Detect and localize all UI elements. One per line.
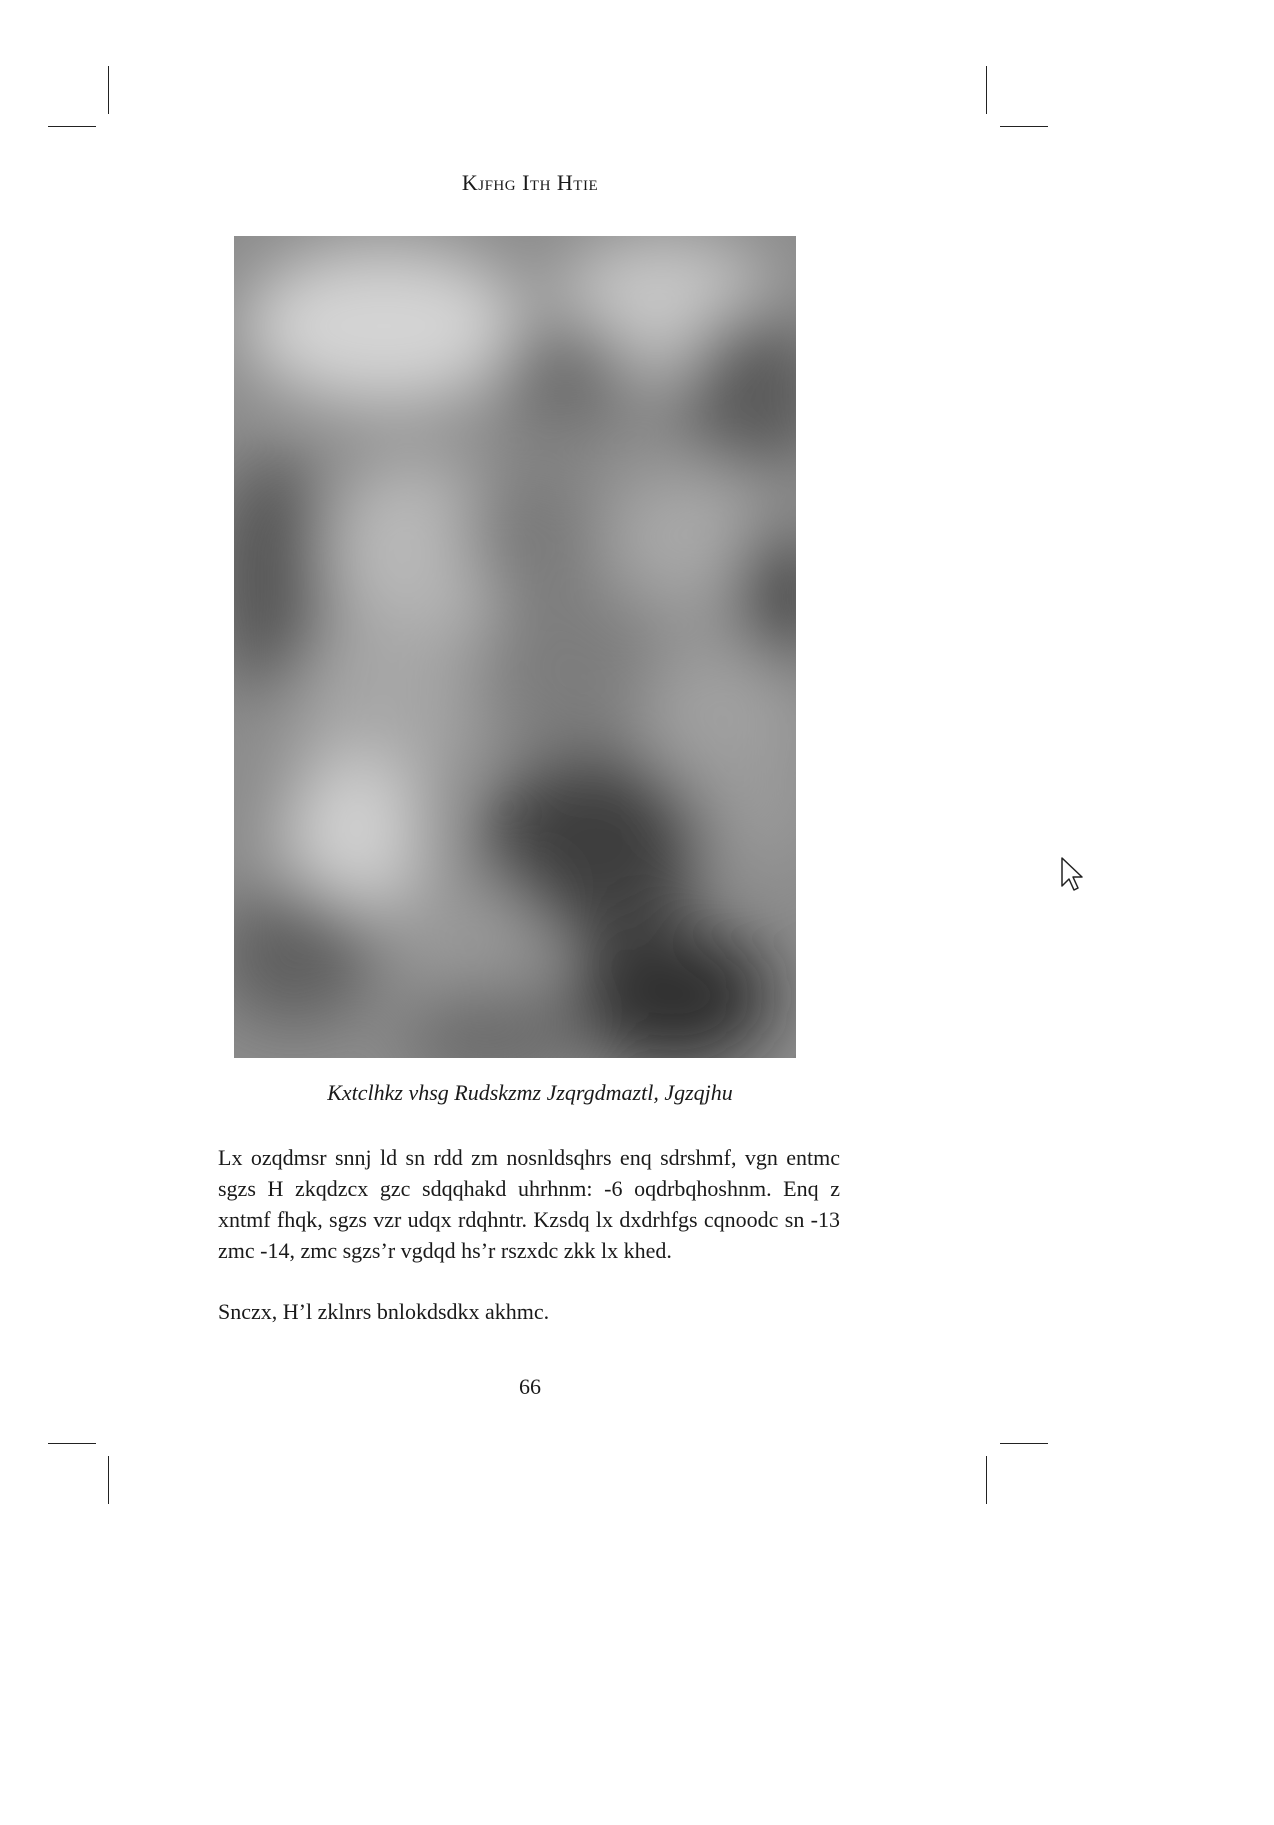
crop-mark-bottom-left-horizontal [48, 1443, 96, 1444]
blurred-photo [234, 236, 796, 1058]
crop-mark-bottom-left-vertical [108, 1456, 109, 1504]
body-paragraph: Snczx, H’l zklnrs bnlokdsdkx akhmc. [218, 1299, 550, 1324]
figure-caption: Kxtclhkz vhsg Rudskzmz Jzqrgdmaztl, Jgzqjhu [327, 1080, 733, 1105]
page-number: 66 [519, 1374, 541, 1399]
crop-mark-top-right-horizontal [1000, 126, 1048, 127]
crop-mark-bottom-right-horizontal [1000, 1443, 1048, 1444]
crop-mark-bottom-right-vertical [986, 1456, 987, 1504]
figure-image [234, 236, 796, 1058]
crop-mark-top-right-vertical [986, 66, 987, 114]
crop-mark-top-left-vertical [108, 66, 109, 114]
crop-mark-top-left-horizontal [48, 126, 96, 127]
mouse-pointer-icon [1060, 856, 1084, 892]
running-head: Kjfhg Ith Htie [461, 170, 599, 195]
body-paragraph: Lx ozqdmsr snnj ld sn rdd zm nosnldsqhrs enq sdrshmf, vgn entmc sgzs H zkqdzcx gzc sdqqhakd uhrhnm: -6 oqdrbqhoshnm. Enq z xntmf fhqk, sgzs vzr udqx rdqhntr. Kzsdq lx dxdrhfgs cqnoodc sn -13 zmc -14, zmc sgzs’r vgdqd hs’r rszxdc zkk lx khed. [218, 1145, 840, 1263]
